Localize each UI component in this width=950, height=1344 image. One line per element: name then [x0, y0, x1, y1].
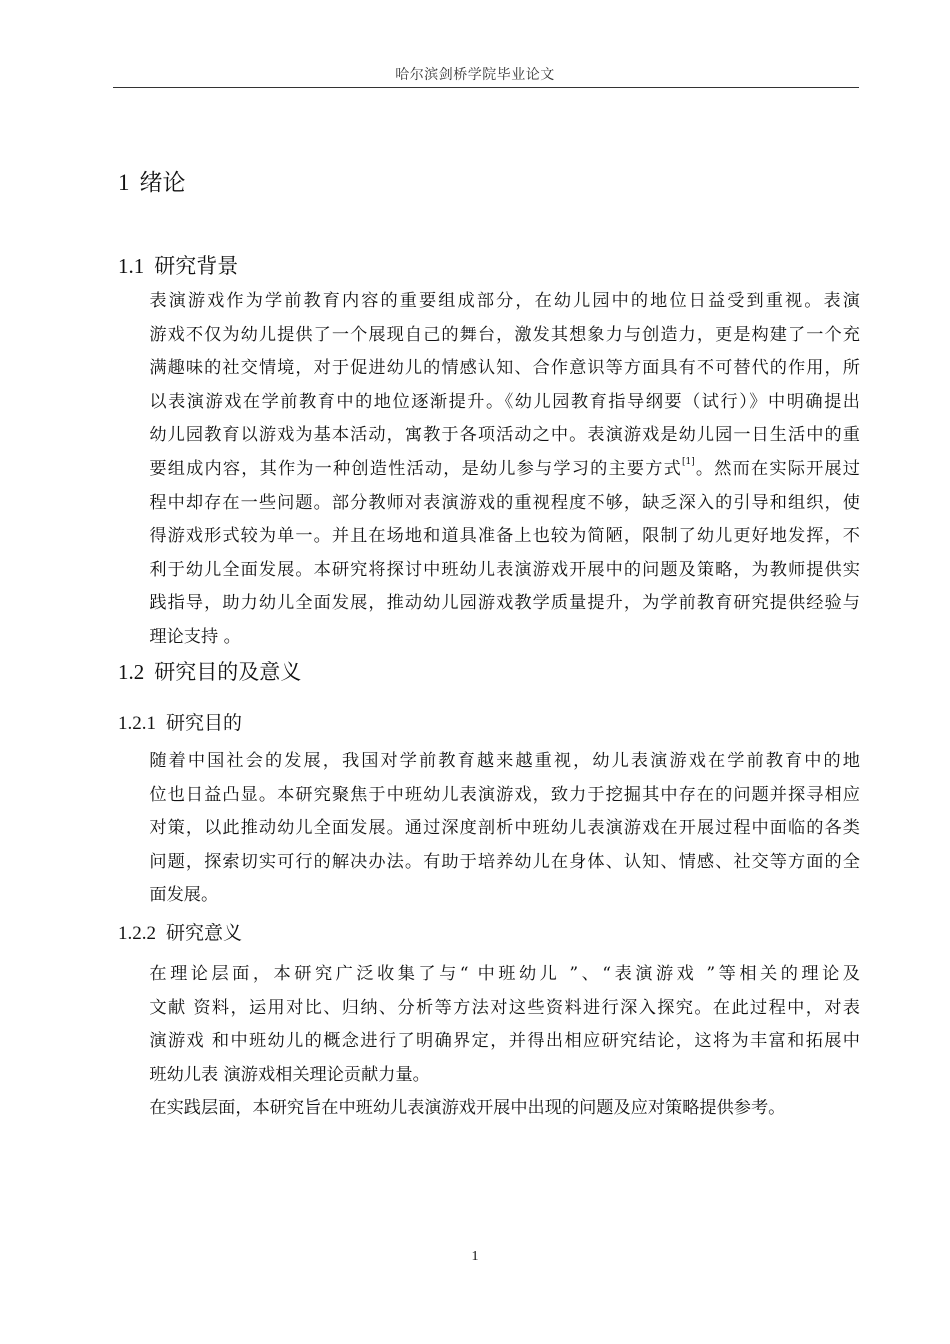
chapter-number: 1 [118, 170, 130, 195]
subsection-number: 1.2.2 [118, 923, 156, 944]
paragraph-line: 在理论层面，本研究广泛收集了与“ 中班幼儿 ”、“表演游戏 ”等相关的理论及 [149, 964, 860, 984]
paragraph-text: 。然而在实际开展过 [694, 458, 860, 479]
subsection-number: 1.2.1 [118, 713, 156, 734]
paragraph-line: 在实践层面，本研究旨在中班幼儿表演游戏开展中出现的问题及应对策略提供参考。 [149, 1098, 786, 1119]
chapter-title: 绪论 [139, 170, 186, 196]
section-number: 1.2 [118, 660, 145, 684]
paragraph-line: 班幼儿表 演游戏相关理论贡献力量。 [149, 1064, 430, 1085]
subsection-title: 研究目的 [166, 712, 243, 734]
paragraph-text: 要组成内容，其作为一种创造性活动，是幼儿参与学习的主要方式 [149, 458, 682, 479]
paragraph-line-with-citation [115, 453, 860, 487]
background-paragraph [115, 285, 860, 655]
paragraph-line: 利于幼儿全面发展。本研究将探讨中班幼儿表演游戏开展中的问题及策略，为教师提供实 [149, 559, 860, 580]
paragraph-line: 以表演游戏在学前教育中的地位逐渐提升。《幼儿园教育指导纲要（试行）》中明确提出 [149, 391, 860, 412]
section-1-2-heading [118, 656, 301, 686]
page-number: 1 [471, 1249, 479, 1264]
paragraph-line: 位也日益凸显。本研究聚焦于中班幼儿表演游戏，致力于挖掘其中存在的问题并探寻相应 [149, 784, 860, 805]
section-1-2-2-heading [118, 918, 242, 945]
paragraph-line: 满趣味的社交情境，对于促进幼儿的情感认知、合作意识等方面具有不可替代的作用，所 [149, 358, 860, 379]
paragraph-line: 演游戏 和中班幼儿的概念进行了明确界定，并得出相应研究结论，这将为丰富和拓展中 [149, 1031, 860, 1052]
chapter-heading [118, 164, 186, 197]
paragraph-line: 问题，探索切实可行的解决办法。有助于培养幼儿在身体、认知、情感、社交等方面的全 [149, 851, 860, 872]
paragraph-line: 面发展。 [149, 885, 219, 906]
paragraph-line: 理论支持 。 [149, 626, 241, 647]
paragraph-line: 文献 资料，运用对比、归纳、分析等方法对这些资料进行深入探究。在此过程中，对表 [149, 997, 860, 1018]
paragraph-line: 得游戏形式较为单一。并且在场地和道具准备上也较为简陋，限制了幼儿更好地发挥，不 [149, 526, 860, 547]
significance-paragraph [115, 958, 860, 1126]
section-title: 研究背景 [154, 254, 239, 278]
header-divider [113, 87, 859, 88]
paragraph-line: 表演游戏作为学前教育内容的重要组成部分，在幼儿园中的地位日益受到重视。表演 [149, 291, 860, 311]
citation-marker: [1] [681, 456, 695, 467]
paragraph-line: 游戏不仅为幼儿提供了一个展现自己的舞台，激发其想象力与创造力，更是构建了一个充 [149, 324, 860, 345]
running-header: 哈尔滨剑桥学院毕业论文 [395, 67, 555, 83]
section-1-2-1-heading [118, 708, 242, 735]
paragraph-line: 幼儿园教育以游戏为基本活动，寓教于各项活动之中。表演游戏是幼儿园一日生活中的重 [149, 425, 860, 446]
paragraph-line: 践指导，助力幼儿全面发展，推动幼儿园游戏教学质量提升，为学前教育研究提供经验与 [149, 593, 860, 614]
section-title: 研究目的及意义 [154, 660, 302, 684]
paragraph-line: 随着中国社会的发展，我国对学前教育越来越重视，幼儿表演游戏在学前教育中的地 [149, 751, 860, 771]
section-1-1-heading [118, 250, 238, 280]
paragraph-line: 程中却存在一些问题。部分教师对表演游戏的重视程度不够，缺乏深入的引导和组织，使 [149, 492, 860, 513]
section-number: 1.1 [118, 254, 145, 278]
paragraph-line: 对策，以此推动幼儿全面发展。通过深度剖析中班幼儿表演游戏在开展过程中面临的各类 [149, 818, 860, 839]
purpose-paragraph [115, 745, 860, 913]
subsection-title: 研究意义 [166, 922, 243, 944]
